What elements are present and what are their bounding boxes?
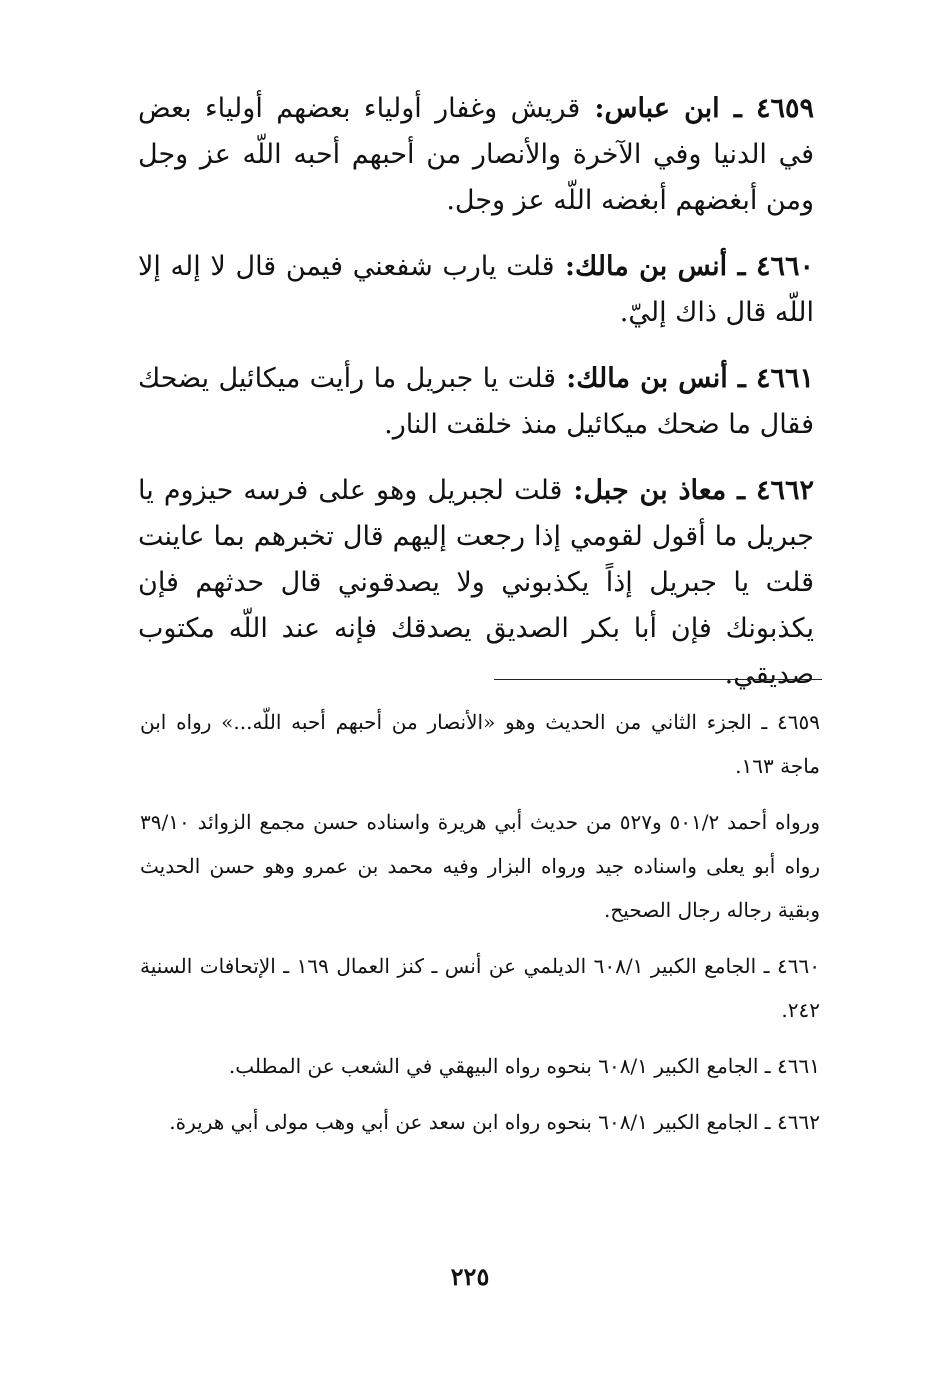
entry-number: ٤٦٦٢ <box>755 475 814 506</box>
entry-separator: ـ <box>727 363 756 394</box>
footnote-separator <box>494 679 822 680</box>
footnote-4662: ٤٦٦٢ ـ الجامع الكبير ٦٠٨/١ بنحوه رواه ابن سعد عن أبي وهب مولى أبي هريرة. <box>169 1110 820 1134</box>
footnotes <box>140 700 820 1156</box>
hadith-entry-4661 <box>138 356 814 448</box>
entry-narrator: أنس بن مالك <box>576 363 728 394</box>
entry-narrator: ابن عباس <box>604 93 720 124</box>
entry-narrator: أنس بن مالك <box>575 251 728 282</box>
main-text <box>138 86 814 718</box>
entry-text: قلت يارب شفعني فيمن قال لا إله إلا اللّه قال ذاك إليّ. <box>138 251 814 328</box>
hadith-entry-4660 <box>138 244 814 336</box>
entry-separator: ـ <box>727 251 756 282</box>
entry-narrator: معاذ بن جبل <box>583 475 727 506</box>
hadith-entry-4659 <box>138 86 814 224</box>
footnote-4660: ٤٦٦٠ ـ الجامع الكبير ٦٠٨/١ الديلمي عن أنس ـ كنز العمال ١٦٩ ـ الإتحافات السنية ٢٤٢. <box>140 954 820 1022</box>
entry-colon: : <box>554 251 575 282</box>
entry-colon: : <box>580 93 605 124</box>
entry-separator: ـ <box>726 475 756 506</box>
entry-number: ٤٦٦٠ <box>755 251 814 282</box>
page-number: ٢٢٥ <box>450 1262 490 1291</box>
entry-number: ٤٦٦١ <box>755 363 814 394</box>
footnote-4659: ٤٦٥٩ ـ الجزء الثاني من الحديث وهو «الأنصار من أحبهم أحبه اللّه...» رواه ابن ماجة ١٦٣. <box>140 710 820 778</box>
hadith-entry-4662 <box>138 468 814 698</box>
entry-text: قلت يا جبريل ما رأيت ميكائيل يضحك فقال ما ضحك ميكائيل منذ خلقت النار. <box>138 363 814 440</box>
entry-number: ٤٦٥٩ <box>755 93 814 124</box>
entry-colon: : <box>562 475 584 506</box>
footnote-4661: ٤٦٦١ ـ الجامع الكبير ٦٠٨/١ بنحوه رواه البيهقي في الشعب عن المطلب. <box>228 1054 820 1078</box>
footnote-4659-continued: ورواه أحمد ٥٠١/٢ و٥٢٧ من حديث أبي هريرة واسناده حسن مجمع الزوائد ٣٩/١٠ رواه أبو يعلى واسناده جيد ورواه البزار وفيه محمد بن عمرو وهو حسن الحديث وبقية رجاله رجال الصحيح. <box>140 810 821 922</box>
entry-text: قريش وغفار أولياء بعضهم أولياء بعض في الدنيا وفي الآخرة والأنصار من أحبهم أحبه اللّه عز وجل ومن أبغضهم أبغضه اللّه عز وجل. <box>138 93 814 216</box>
entry-separator: ـ <box>719 93 756 124</box>
entry-text: قلت لجبريل وهو على فرسه حيزوم يا جبريل ما أقول لقومي إذا رجعت إليهم قال تخبرهم بما عاينت قلت يا جبريل إذاً يكذبوني ولا يصدقوني قال حدثهم فإن يكذبونك فإن أبا بكر الصديق يصدقك فإنه عند اللّه مكتوب صديقي. <box>138 475 814 690</box>
entry-colon: : <box>556 363 577 394</box>
